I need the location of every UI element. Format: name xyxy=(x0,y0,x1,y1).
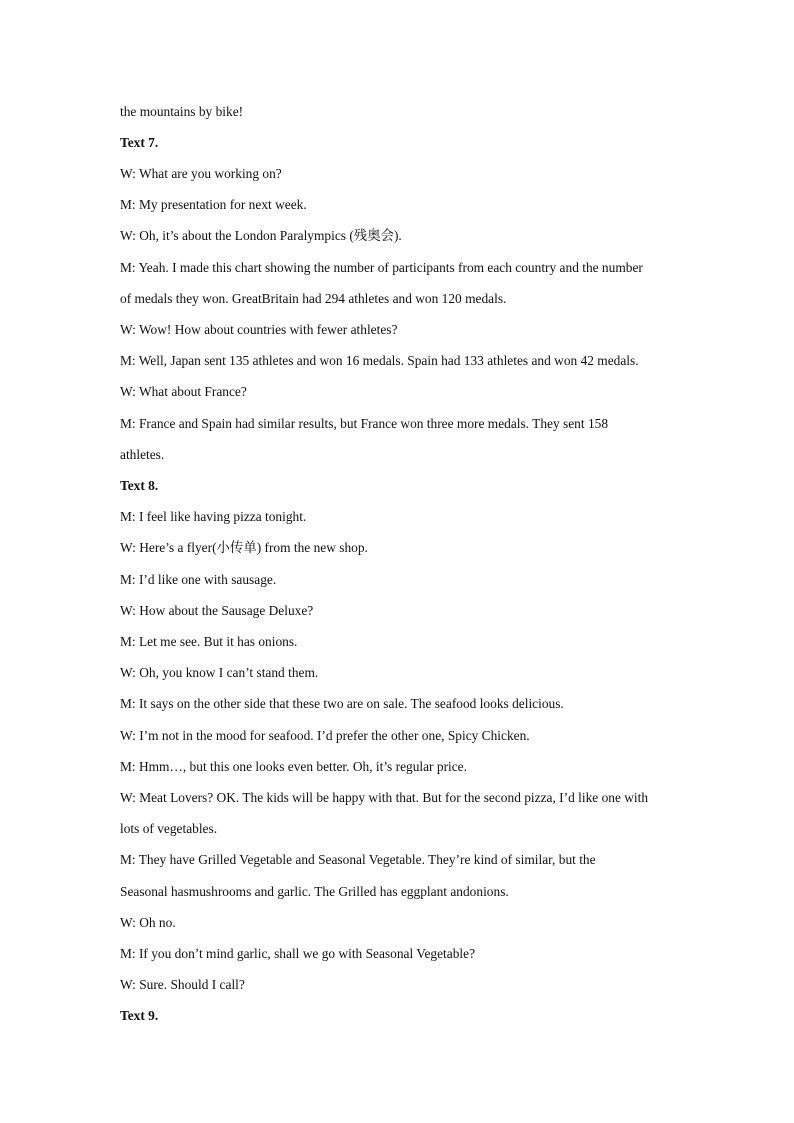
dialogue-line: W: Meat Lovers? OK. The kids will be happy with that. But for the second pizza, I’d like one with xyxy=(120,790,649,805)
dialogue-line: M: It says on the other side that these two are on sale. The seafood looks delicious. xyxy=(120,696,564,711)
dialogue-line: W: I’m not in the mood for seafood. I’d prefer the other one, Spicy Chicken. xyxy=(120,728,530,743)
dialogue-line: M: I feel like having pizza tonight. xyxy=(120,509,307,524)
dialogue-line: M: France and Spain had similar results, but France won three more medals. They sent 158 xyxy=(120,416,609,431)
dialogue-line: M: Let me see. But it has onions. xyxy=(120,634,298,649)
dialogue-line: of medals they won. GreatBritain had 294 athletes and won 120 medals. xyxy=(120,291,507,306)
dialogue-line: M: They have Grilled Vegetable and Seasonal Vegetable. They’re kind of similar, but the xyxy=(120,852,596,867)
dialogue-line: lots of vegetables. xyxy=(120,821,218,836)
dialogue-line: W: Oh no. xyxy=(120,915,176,930)
dialogue-line: M: Yeah. I made this chart showing the number of participants from each country and the number xyxy=(120,260,643,275)
dialogue-line: W: Oh, it’s about the London Paralympics (残奥会). xyxy=(120,228,402,243)
dialogue-line: W: Oh, you know I can’t stand them. xyxy=(120,665,319,680)
dialogue-line: W: Here’s a flyer(小传单) from the new shop. xyxy=(120,540,368,555)
dialogue-line: M: Hmm…, but this one looks even better. Oh, it’s regular price. xyxy=(120,759,467,774)
dialogue-line: W: Sure. Should I call? xyxy=(120,977,245,992)
dialogue-line: W: What about France? xyxy=(120,384,247,399)
dialogue-line: Seasonal hasmushrooms and garlic. The Grilled has eggplant andonions. xyxy=(120,884,509,899)
dialogue-line: W: How about the Sausage Deluxe? xyxy=(120,603,314,618)
dialogue-line: M: Well, Japan sent 135 athletes and won 16 medals. Spain had 133 athletes and won 42 medals. xyxy=(120,353,639,368)
dialogue-line: M: I’d like one with sausage. xyxy=(120,572,277,587)
dialogue-line: athletes. xyxy=(120,447,165,462)
dialogue-line: W: What are you working on? xyxy=(120,166,282,181)
dialogue-line: W: Wow! How about countries with fewer athletes? xyxy=(120,322,398,337)
section-heading: Text 9. xyxy=(120,1008,159,1023)
text-line: the mountains by bike! xyxy=(120,104,244,119)
dialogue-line: M: My presentation for next week. xyxy=(120,197,307,212)
dialogue-line: M: If you don’t mind garlic, shall we go with Seasonal Vegetable? xyxy=(120,946,476,961)
section-heading: Text 8. xyxy=(120,478,159,493)
section-heading: Text 7. xyxy=(120,135,159,150)
